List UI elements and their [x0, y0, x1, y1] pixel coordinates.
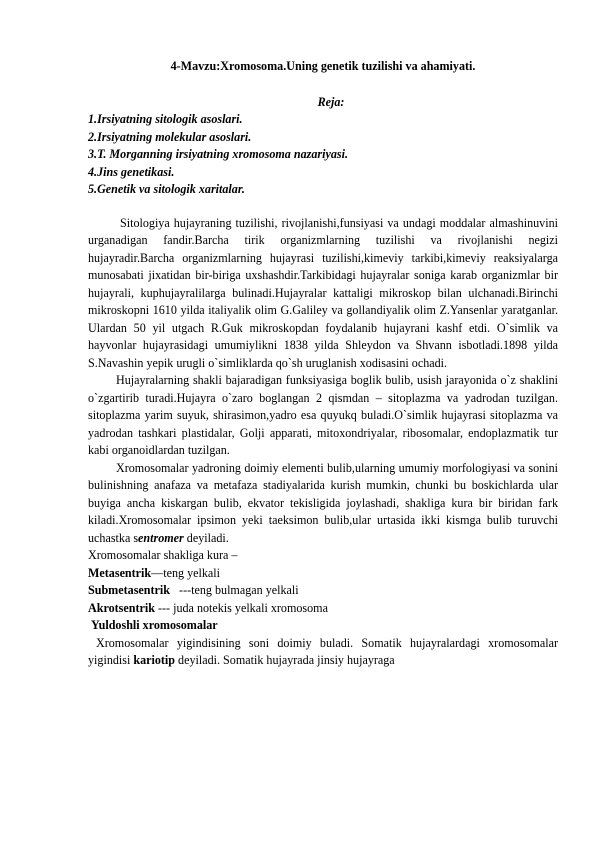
- satellite-chromosomes-heading: Yuldoshli xromosomalar: [91, 618, 218, 632]
- paragraph-chromosomes-end: deyiladi.: [183, 530, 229, 545]
- document-content: [88, 58, 558, 670]
- plan-list: [88, 111, 558, 199]
- chromosome-type-acrocentric: [88, 600, 558, 618]
- type-desc: --- juda notekis yelkali xromosoma: [154, 600, 328, 615]
- type-term: Submetasentrik: [88, 583, 170, 597]
- karyotype-text-end: deyiladi. Somatik hujayrada jinsiy hujayraga: [175, 653, 395, 667]
- plan-item: 5.Genetik va sitologik xaritalar.: [88, 182, 245, 196]
- type-term: Akrotsentrik: [88, 600, 155, 615]
- type-desc: —teng yelkali: [151, 565, 220, 580]
- paragraph-karyotype: [88, 635, 558, 670]
- paragraph-cell-shape: Hujayralarning shakli bajaradigan funksiyasiga boglik bulib, usish jarayonida o`z shaklini o`zgartirib turadi.Hujayra o`zaro boglangan 2 qismdan – sitoplazma va yadrodan tuzilgan. sitoplazma yarim suyuk, shirasimon,yadro esa quyukq buladi.O`simlik hujayrasi sitoplazma va yadrodan tashkari plastidalar, Golji apparati, mitoxondriyalar, ribosomalar, endoplazmatik tur kabi organoidlardan tuzilgan.: [88, 373, 558, 457]
- paragraph-chromosomes: [88, 460, 558, 548]
- type-term: Metasentrik: [88, 565, 152, 580]
- centromere-term: entromer: [138, 530, 184, 545]
- plan-item: 4.Jins genetikasi.: [88, 164, 175, 179]
- plan-heading: Reja:: [317, 94, 345, 109]
- paragraph-cytology: Sitologiya hujayraning tuzilishi, rivojlanishi,funsiyasi va undagi moddalar almashinuvini urganadigan fandir.Barcha tirik organizmlarning tuzilishi va rivojlanishi negizi hujayradir.Barcha organizmlarning hujayrasi tuzilishi,kimeviy tarkibi,kimeviy reaksiyalarga munosabati jixatidan bir-biriga uxshashdir.Tarkibidagi hujayralar soniga karab organizmlar bir hujayrali, kuphujayralilarga bulinadi.Hujayralar kattaligi mikroskop bilan ulchanadi.Birinchi mikroskopni 1610 yilda italiyalik olim G.Galiley va gollandiyalik olim Z.Yansenlar yaratganlar. Ulardan 50 yil utgach R.Guk mikroskopdan foydalanib hujayrani kashf etdi. O`simlik va hayvonlar hujayrasidagi umumiylikni 1838 yilda Shleydon va Shvann isbotladi.1898 yilda S.Navashin yepik urugli o`simliklarda qo`sh uruglanish xodisasini ochadi.: [88, 215, 558, 370]
- classification-intro: Xromosomalar shakliga kura –: [88, 548, 238, 562]
- document-title: 4-Mavzu:Xromosoma.Uning genetik tuzilishi va ahamiyati.: [170, 59, 476, 73]
- plan-item: 1.Irsiyatning sitologik asoslari.: [88, 112, 243, 126]
- type-desc: ---teng bulmagan yelkali: [169, 583, 299, 597]
- karyotype-text: Xromosomalar yigindisining soni doimiy buladi. Somatik hujayralardagi xromosomalar yigindisi: [88, 635, 558, 667]
- paragraph-chromosomes-text: Xromosomalar yadroning doimiy elementi bulib,ularning umumiy morfologiyasi va sonini bulinishning anafaza va metafaza stadiyalarida kurish mumkin, chunki bu boskichlarda ular buyiga ancha kiskargan bulib, ekvator tekisligida joylashadi, shakliga kura bir biridan fark kiladi.Xromosomalar ipsimon yeki taeksimon bulib,ular urtasida ikki kismga bulib turuvchi uchastka s: [88, 460, 558, 545]
- chromosome-type-submetacentric: [88, 582, 558, 600]
- plan-item: 2.Irsiyatning molekular asoslari.: [88, 129, 252, 144]
- chromosome-type-metacentric: [88, 565, 558, 583]
- karyotype-term: kariotip: [133, 653, 176, 667]
- plan-item: 3.T. Morganning irsiyatning xromosoma nazariyasi.: [88, 147, 348, 161]
